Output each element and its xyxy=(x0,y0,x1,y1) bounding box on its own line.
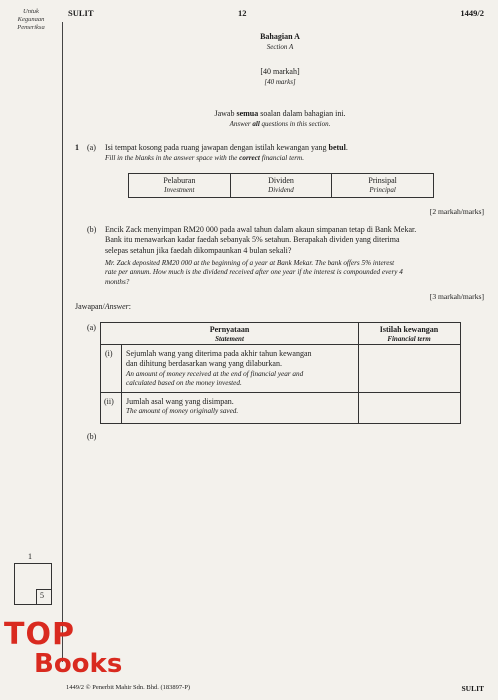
max-marks: 5 xyxy=(40,591,44,600)
instruction-en: Answer all questions in this section. xyxy=(229,120,331,128)
row-number: (i) xyxy=(105,349,113,358)
section-marks-en: [40 marks] xyxy=(264,78,296,86)
question-part-b: (b) xyxy=(87,225,97,234)
col-term-head: Istilah kewangan Financial term xyxy=(358,323,460,345)
paper-code: 1449/2 xyxy=(460,8,484,18)
examiner-question-number: 1 xyxy=(28,552,32,561)
footer-copyright: 1449/2 © Penerbit Mahir Sdn. Bhd. (183897-P) xyxy=(66,684,191,691)
max-marks-box xyxy=(36,589,52,605)
instruction-ms: Jawab semua soalan dalam bahagian ini. xyxy=(214,109,346,118)
q1b-text-ms: Encik Zack menyimpan RM20 000 pada awal tahun dalam akaun simpanan tetap di Bank Mekar. Bank itu menawarkan kadar faedah sebanyak 5% setahun. Berapakah dividen yang diterima selepas setahun jika faedah dikompaunkan 4 bulan sekali? xyxy=(105,225,417,255)
answer-label: Jawapan/Answer: xyxy=(75,302,131,311)
answer-table xyxy=(100,322,461,424)
answer-part-b: (b) xyxy=(87,432,97,441)
row-number: (ii) xyxy=(104,397,114,406)
answer-part-a: (a) xyxy=(87,323,96,332)
q1a-text-ms: Isi tempat kosong pada ruang jawapan dengan istilah kewangan yang betul. xyxy=(105,143,348,152)
term-answer-field[interactable] xyxy=(363,395,455,419)
term-cell: Prinsipal Principal xyxy=(332,174,434,198)
section-title-en: Section A xyxy=(266,43,294,51)
financial-terms-table xyxy=(128,173,434,198)
topbooks-logo: TOP Books xyxy=(4,617,123,679)
question-part-a: (a) xyxy=(87,143,96,152)
q1b-text-en: Mr. Zack deposited RM20 000 at the beginning of a year at Bank Mekar. The bank offers 5% interest rate per annum. How much is the dividend received after one year if the interest is compounded every 4 months? xyxy=(105,259,403,286)
footer-sulit: SULIT xyxy=(461,684,484,693)
statement-row: Jumlah asal wang yang disimpan. The amount of money originally saved. xyxy=(126,397,239,416)
q1b-marks: [3 markah/marks] xyxy=(429,292,484,301)
col-statement-head: Pernyataan Statement xyxy=(101,323,358,345)
section-marks: [40 markah] xyxy=(260,67,300,76)
q1a-text-en: Fill in the blanks in the answer space with the correct financial term. xyxy=(105,154,305,162)
section-title: Bahagian A xyxy=(260,32,300,41)
term-cell: Dividen Dividend xyxy=(230,174,332,198)
page-number: 12 xyxy=(238,8,247,18)
q1a-marks: [2 markah/marks] xyxy=(429,207,484,216)
question-number: 1 xyxy=(75,143,79,152)
examiner-margin-label: Untuk Kegunaan Pemeriksa xyxy=(17,8,45,32)
term-answer-field[interactable] xyxy=(363,349,455,389)
term-cell: Pelaburan Investment xyxy=(129,174,231,198)
statement-row: Sejumlah wang yang diterima pada akhir tahun kewangan dan dihitung berdasarkan wang yang dilaburkan. An amount of money received at the end of financial year and calculated based on the money invested. xyxy=(126,349,312,388)
header-sulit: SULIT xyxy=(68,8,94,18)
working-answer-space[interactable] xyxy=(105,445,485,595)
margin-divider xyxy=(62,22,63,662)
